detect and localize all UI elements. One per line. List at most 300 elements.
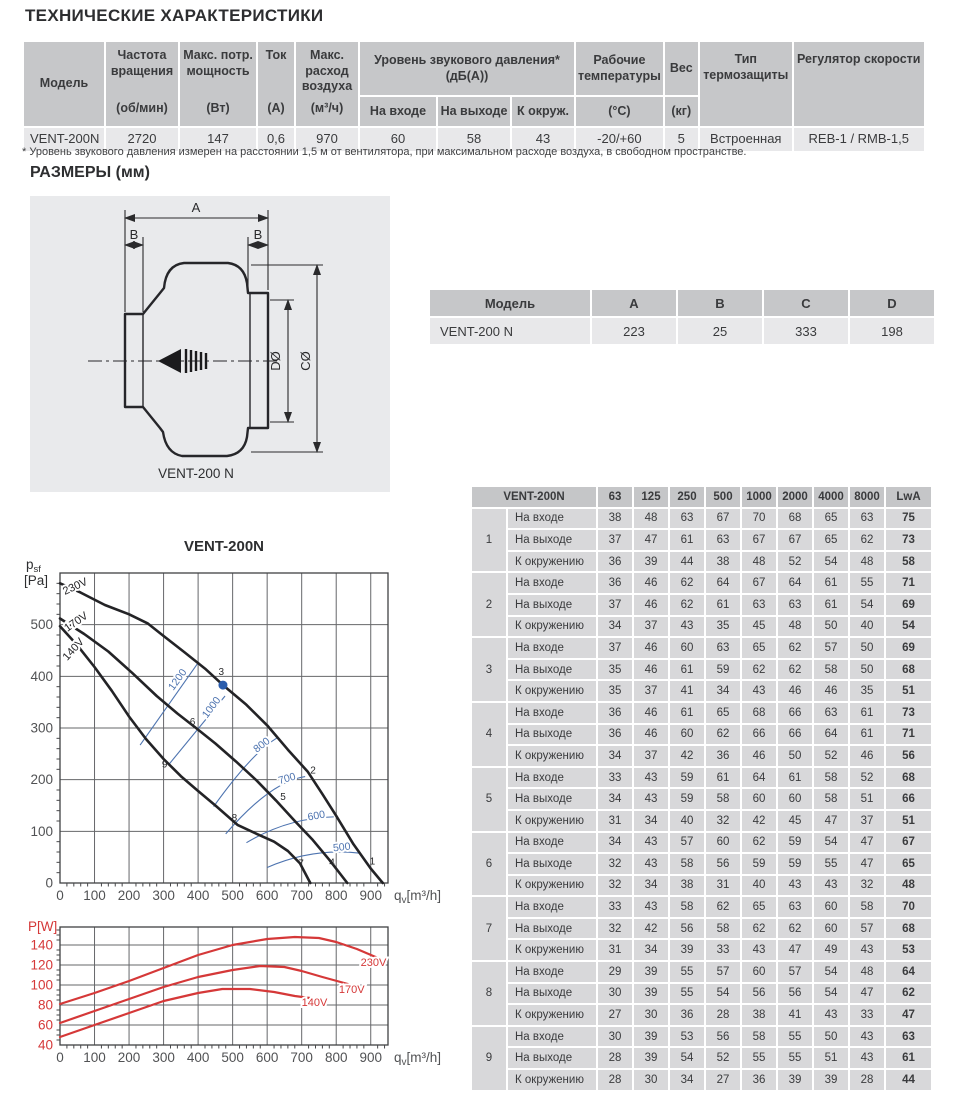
- acoustic-value: 48: [634, 509, 668, 529]
- acoustic-value: 34: [706, 681, 740, 701]
- spec-header-temp: Рабочие температуры: [576, 42, 663, 95]
- operating-point-label: 5: [280, 791, 286, 803]
- acoustic-value: 32: [598, 876, 632, 896]
- acoustic-value: 50: [850, 660, 884, 680]
- acoustic-value: 56: [670, 919, 704, 939]
- acoustic-value: 55: [814, 854, 848, 874]
- flow-arrow-icon: [158, 349, 181, 373]
- acoustic-header-freq-8000: 8000: [850, 487, 884, 507]
- acoustic-value: 43: [850, 1048, 884, 1068]
- acoustic-value: 61: [778, 768, 812, 788]
- acoustic-value: 43: [850, 1027, 884, 1047]
- acoustic-lwa-value: 66: [886, 789, 931, 809]
- acoustic-value: 70: [742, 509, 776, 529]
- y-tick-label: 40: [37, 1037, 53, 1053]
- acoustic-value: 38: [742, 1005, 776, 1025]
- acoustic-value: 58: [706, 919, 740, 939]
- spec-subheader-outlet: На выходе: [438, 97, 510, 126]
- acoustic-value: 37: [634, 746, 668, 766]
- acoustic-value: 61: [670, 703, 704, 723]
- x-tick-label: 800: [324, 1050, 348, 1065]
- acoustic-value: 39: [634, 984, 668, 1004]
- acoustic-group-number: 6: [472, 833, 506, 896]
- acoustic-value: 31: [598, 940, 632, 960]
- acoustic-value: 39: [634, 1027, 668, 1047]
- acoustic-value: 42: [634, 919, 668, 939]
- spec-header-model: Модель: [24, 42, 104, 126]
- acoustic-value: 54: [670, 1048, 704, 1068]
- acoustic-value: 37: [598, 595, 632, 615]
- acoustic-lwa-value: 69: [886, 638, 931, 658]
- acoustic-lwa-value: 68: [886, 660, 931, 680]
- acoustic-value: 64: [706, 573, 740, 593]
- curve-label-170V: 170V: [338, 984, 365, 996]
- dim-value-b: 25: [678, 318, 762, 344]
- acoustic-lwa-value: 75: [886, 509, 931, 529]
- acoustic-row-label: На выходе: [508, 984, 596, 1004]
- dim-header-a: A: [592, 290, 676, 316]
- acoustic-value: 50: [814, 1027, 848, 1047]
- acoustic-value: 47: [850, 833, 884, 853]
- acoustic-value: 56: [778, 984, 812, 1004]
- acoustic-value: 48: [778, 617, 812, 637]
- acoustic-row-label: К окружению: [508, 746, 596, 766]
- acoustic-value: 60: [814, 919, 848, 939]
- acoustic-value: 58: [670, 854, 704, 874]
- acoustic-value: 30: [598, 984, 632, 1004]
- acoustic-value: 52: [850, 768, 884, 788]
- acoustic-value: 66: [778, 703, 812, 723]
- acoustic-lwa-value: 64: [886, 962, 931, 982]
- x-tick-label: 600: [255, 888, 279, 903]
- acoustic-row-label: На выходе: [508, 660, 596, 680]
- acoustic-value: 34: [670, 1070, 704, 1090]
- spec-header-rpm: Частота вращения (об/мин): [106, 42, 178, 126]
- acoustic-value: 47: [850, 984, 884, 1004]
- acoustic-group-number: 4: [472, 703, 506, 766]
- acoustic-value: 60: [742, 789, 776, 809]
- acoustic-header-model: VENT-200N: [472, 487, 596, 507]
- acoustic-value: 32: [706, 811, 740, 831]
- acoustic-value: 31: [598, 811, 632, 831]
- acoustic-value: 53: [670, 1027, 704, 1047]
- x-tick-label: 400: [186, 888, 210, 903]
- dim-label-a: A: [191, 200, 201, 215]
- acoustic-row-label: На входе: [508, 573, 596, 593]
- dim-value-d: 198: [850, 318, 934, 344]
- curve-label-140V: 140V: [301, 997, 328, 1009]
- acoustic-row-label: На входе: [508, 509, 596, 529]
- acoustic-row-label: На входе: [508, 1027, 596, 1047]
- acoustic-value: 63: [778, 595, 812, 615]
- x-tick-label: 200: [117, 1050, 141, 1065]
- acoustic-value: 59: [778, 854, 812, 874]
- acoustic-value: 56: [706, 854, 740, 874]
- acoustic-value: 64: [814, 725, 848, 745]
- acoustic-value: 55: [742, 1048, 776, 1068]
- acoustic-value: 54: [814, 552, 848, 572]
- acoustic-value: 54: [706, 984, 740, 1004]
- acoustic-value: 63: [814, 703, 848, 723]
- acoustic-lwa-value: 61: [886, 1048, 931, 1068]
- acoustic-value: 68: [778, 509, 812, 529]
- acoustic-value: 62: [706, 725, 740, 745]
- acoustic-value: 57: [778, 962, 812, 982]
- acoustic-value: 40: [850, 617, 884, 637]
- acoustic-value: 39: [634, 1048, 668, 1068]
- acoustic-value: 36: [598, 573, 632, 593]
- acoustic-value: 37: [598, 638, 632, 658]
- acoustic-value: 46: [634, 703, 668, 723]
- spec-value-thermal: Встроенная: [700, 128, 792, 151]
- acoustic-value: 60: [742, 962, 776, 982]
- y-tick-label: 100: [30, 977, 53, 993]
- acoustic-value: 54: [814, 962, 848, 982]
- acoustic-value: 43: [850, 940, 884, 960]
- acoustic-value: 33: [850, 1005, 884, 1025]
- x-tick-label: 400: [186, 1050, 210, 1065]
- spec-value-current: 0,6: [258, 128, 294, 151]
- acoustic-value: 39: [634, 552, 668, 572]
- acoustic-value: 32: [598, 919, 632, 939]
- acoustic-value: 32: [850, 876, 884, 896]
- acoustic-row-label: К окружению: [508, 940, 596, 960]
- acoustic-lwa-value: 58: [886, 552, 931, 572]
- acoustic-value: 59: [742, 854, 776, 874]
- acoustic-row-label: К окружению: [508, 681, 596, 701]
- spec-table: [22, 40, 926, 153]
- acoustic-value: 61: [706, 595, 740, 615]
- acoustic-row-label: К окружению: [508, 811, 596, 831]
- acoustic-value: 68: [742, 703, 776, 723]
- y-tick-label: 300: [30, 720, 53, 736]
- curve-140V: [60, 626, 310, 883]
- x-tick-label: 300: [152, 888, 175, 903]
- operating-point-label: 8: [231, 813, 238, 824]
- acoustic-row-label: На выходе: [508, 595, 596, 615]
- spec-subheader-ambient: К окруж.: [512, 97, 574, 126]
- acoustic-value: 35: [706, 617, 740, 637]
- rpm-arc-label: 600: [306, 808, 327, 824]
- acoustic-value: 62: [742, 833, 776, 853]
- dim-value-model: VENT-200 N: [430, 318, 590, 344]
- operating-point-label: 6: [189, 716, 196, 728]
- acoustic-value: 43: [634, 768, 668, 788]
- acoustic-value: 34: [634, 940, 668, 960]
- curve-170V: [60, 619, 347, 884]
- x-tick-label: 100: [83, 1050, 106, 1065]
- acoustic-value: 62: [778, 919, 812, 939]
- acoustic-lwa-value: 54: [886, 617, 931, 637]
- drawing-caption: VENT-200 N: [158, 466, 234, 481]
- acoustic-header-freq-250: 250: [670, 487, 704, 507]
- spec-value-sound-amb: 43: [512, 128, 574, 151]
- acoustic-value: 65: [742, 897, 776, 917]
- x-tick-label: 0: [56, 1050, 64, 1065]
- acoustic-value: 47: [850, 854, 884, 874]
- y-tick-label: 500: [30, 617, 53, 633]
- acoustic-group-number: 7: [472, 897, 506, 960]
- acoustic-value: 38: [670, 876, 704, 896]
- dim-value-c: 333: [764, 318, 848, 344]
- acoustic-value: 47: [814, 811, 848, 831]
- acoustic-lwa-value: 69: [886, 595, 931, 615]
- acoustic-value: 65: [814, 509, 848, 529]
- acoustic-value: 62: [742, 919, 776, 939]
- acoustic-value: 36: [598, 703, 632, 723]
- acoustic-value: 36: [598, 725, 632, 745]
- acoustic-row-label: На выходе: [508, 789, 596, 809]
- acoustic-value: 58: [742, 1027, 776, 1047]
- acoustic-lwa-value: 68: [886, 768, 931, 788]
- acoustic-value: 35: [598, 681, 632, 701]
- acoustic-group-number: 8: [472, 962, 506, 1025]
- acoustic-lwa-value: 63: [886, 1027, 931, 1047]
- acoustic-value: 67: [706, 509, 740, 529]
- acoustic-value: 61: [670, 530, 704, 550]
- rpm-arc-label: 700: [276, 770, 298, 788]
- acoustic-value: 54: [814, 833, 848, 853]
- acoustic-value: 62: [706, 897, 740, 917]
- acoustic-row-label: На входе: [508, 833, 596, 853]
- acoustic-value: 33: [706, 940, 740, 960]
- acoustic-value: 55: [778, 1048, 812, 1068]
- acoustic-value: 60: [670, 725, 704, 745]
- acoustic-value: 57: [706, 962, 740, 982]
- acoustic-value: 27: [706, 1070, 740, 1090]
- acoustic-value: 61: [814, 595, 848, 615]
- acoustic-lwa-value: 71: [886, 725, 931, 745]
- y-tick-label: 400: [30, 668, 53, 684]
- spec-header-power: Макс. потр. мощность (Вт): [180, 42, 256, 126]
- acoustic-group-number: 2: [472, 573, 506, 636]
- acoustic-value: 55: [850, 573, 884, 593]
- x-tick-label: 600: [255, 1050, 279, 1065]
- spec-value-airflow: 970: [296, 128, 358, 151]
- acoustic-value: 61: [814, 573, 848, 593]
- curve-230V: [60, 583, 383, 883]
- curve-230V: [60, 937, 378, 1004]
- y-axis-label: P[W]: [28, 919, 58, 934]
- dim-label-b-left: B: [129, 227, 139, 242]
- acoustic-row-label: К окружению: [508, 552, 596, 572]
- acoustic-value: 48: [850, 552, 884, 572]
- acoustic-value: 42: [742, 811, 776, 831]
- acoustic-value: 54: [850, 595, 884, 615]
- acoustic-value: 36: [670, 1005, 704, 1025]
- acoustic-value: 43: [634, 897, 668, 917]
- dim-label-c: CØ: [298, 351, 313, 371]
- acoustic-value: 33: [598, 768, 632, 788]
- acoustic-lwa-value: 65: [886, 854, 931, 874]
- acoustic-value: 55: [670, 984, 704, 1004]
- acoustic-value: 59: [778, 833, 812, 853]
- acoustic-value: 66: [778, 725, 812, 745]
- acoustic-value: 62: [670, 595, 704, 615]
- acoustic-row-label: К окружению: [508, 1005, 596, 1025]
- acoustic-value: 43: [742, 940, 776, 960]
- acoustic-header-freq-125: 125: [634, 487, 668, 507]
- acoustic-row-label: На входе: [508, 703, 596, 723]
- acoustic-value: 56: [706, 1027, 740, 1047]
- acoustic-lwa-value: 67: [886, 833, 931, 853]
- acoustic-value: 36: [598, 552, 632, 572]
- acoustic-value: 57: [670, 833, 704, 853]
- spec-value-sound-out: 58: [438, 128, 510, 151]
- spec-subheader-weight-unit: (кг): [665, 97, 698, 126]
- acoustic-value: 61: [670, 660, 704, 680]
- acoustic-value: 42: [670, 746, 704, 766]
- rpm-line-label: 1000: [199, 694, 224, 721]
- rpm-arc-label: 500: [332, 840, 352, 855]
- acoustic-header-freq-LwA: LwA: [886, 487, 931, 507]
- acoustic-value: 46: [742, 746, 776, 766]
- acoustic-group-number: 3: [472, 638, 506, 701]
- acoustic-lwa-value: 51: [886, 811, 931, 831]
- spec-header-regulator: Регулятор скорости: [794, 42, 924, 126]
- operating-point-label: 2: [310, 765, 316, 777]
- acoustic-value: 63: [850, 509, 884, 529]
- acoustic-row-label: На входе: [508, 768, 596, 788]
- spec-subheader-temp-unit: (°С): [576, 97, 663, 126]
- acoustic-value: 45: [742, 617, 776, 637]
- rpm-line-label: 1200: [166, 666, 190, 693]
- acoustic-lwa-value: 47: [886, 1005, 931, 1025]
- acoustic-value: 46: [634, 660, 668, 680]
- acoustic-value: 44: [670, 552, 704, 572]
- power-chart: [20, 913, 450, 1093]
- spec-value-sound-in: 60: [360, 128, 436, 151]
- acoustic-value: 29: [598, 962, 632, 982]
- acoustic-value: 43: [670, 617, 704, 637]
- y-tick-label: 200: [30, 772, 53, 788]
- dim-label-b-right: B: [253, 227, 263, 242]
- x-tick-label: 200: [117, 888, 141, 903]
- acoustic-value: 34: [598, 746, 632, 766]
- acoustic-value: 39: [814, 1070, 848, 1090]
- acoustic-value: 46: [634, 638, 668, 658]
- acoustic-value: 51: [850, 789, 884, 809]
- acoustic-value: 60: [778, 789, 812, 809]
- spec-subheader-inlet: На входе: [360, 97, 436, 126]
- acoustic-value: 43: [742, 681, 776, 701]
- x-tick-label: 900: [359, 1050, 383, 1065]
- acoustic-value: 63: [742, 595, 776, 615]
- acoustic-value: 62: [850, 530, 884, 550]
- acoustic-value: 58: [850, 897, 884, 917]
- acoustic-lwa-value: 56: [886, 746, 931, 766]
- dim-header-d: D: [850, 290, 934, 316]
- acoustic-value: 58: [670, 897, 704, 917]
- acoustic-value: 34: [598, 789, 632, 809]
- acoustic-value: 28: [598, 1070, 632, 1090]
- acoustic-value: 50: [850, 638, 884, 658]
- x-tick-label: 700: [290, 1050, 313, 1065]
- acoustic-value: 39: [670, 940, 704, 960]
- dim-header-b: B: [678, 290, 762, 316]
- spec-value-power: 147: [180, 128, 256, 151]
- acoustic-value: 43: [634, 833, 668, 853]
- x-tick-label: 300: [152, 1050, 175, 1065]
- acoustic-value: 37: [850, 811, 884, 831]
- acoustic-header-freq-2000: 2000: [778, 487, 812, 507]
- dimension-table: [428, 288, 936, 346]
- acoustic-value: 52: [778, 552, 812, 572]
- acoustic-header-freq-500: 500: [706, 487, 740, 507]
- chart-title: VENT-200N: [183, 538, 265, 555]
- dim-header-c: C: [764, 290, 848, 316]
- spec-value-weight: 5: [665, 128, 698, 151]
- acoustic-value: 58: [814, 660, 848, 680]
- acoustic-value: 64: [778, 573, 812, 593]
- acoustic-value: 60: [706, 833, 740, 853]
- acoustic-value: 52: [814, 746, 848, 766]
- acoustic-value: 67: [742, 530, 776, 550]
- acoustic-value: 37: [634, 681, 668, 701]
- acoustic-value: 45: [778, 811, 812, 831]
- acoustic-row-label: На входе: [508, 962, 596, 982]
- acoustic-value: 54: [814, 984, 848, 1004]
- acoustic-value: 35: [598, 660, 632, 680]
- acoustic-row-label: К окружению: [508, 617, 596, 637]
- acoustic-value: 57: [850, 919, 884, 939]
- y-tick-label: 100: [30, 823, 53, 839]
- y-tick-label: 140: [30, 937, 53, 953]
- acoustic-table: [472, 487, 931, 1090]
- operating-point-label: 7: [298, 858, 304, 870]
- acoustic-row-label: К окружению: [508, 876, 596, 896]
- acoustic-value: 39: [778, 1070, 812, 1090]
- acoustic-value: 63: [670, 509, 704, 529]
- acoustic-value: 46: [634, 725, 668, 745]
- curve-170V: [60, 966, 348, 1023]
- acoustic-value: 30: [598, 1027, 632, 1047]
- acoustic-value: 67: [778, 530, 812, 550]
- x-tick-label: 900: [359, 888, 383, 903]
- acoustic-value: 47: [778, 940, 812, 960]
- y-tick-label: 0: [45, 875, 53, 891]
- pressure-chart-svg: [20, 533, 450, 915]
- acoustic-row-label: На выходе: [508, 530, 596, 550]
- acoustic-value: 35: [850, 681, 884, 701]
- acoustic-value: 64: [742, 768, 776, 788]
- acoustic-value: 38: [598, 509, 632, 529]
- dim-label-d: DØ: [268, 351, 283, 371]
- acoustic-value: 43: [778, 876, 812, 896]
- fan-dimension-drawing: [30, 196, 390, 492]
- acoustic-value: 65: [706, 703, 740, 723]
- spec-value-model: VENT-200N: [24, 128, 104, 151]
- acoustic-value: 61: [850, 725, 884, 745]
- acoustic-value: 55: [778, 1027, 812, 1047]
- x-tick-label: 500: [221, 1050, 244, 1065]
- acoustic-value: 59: [670, 768, 704, 788]
- acoustic-value: 43: [814, 1005, 848, 1025]
- curve-label-230V: 230V: [61, 575, 90, 598]
- dimension-drawing-panel: [30, 196, 390, 492]
- acoustic-value: 30: [634, 1005, 668, 1025]
- acoustic-lwa-value: 51: [886, 681, 931, 701]
- acoustic-value: 43: [814, 876, 848, 896]
- acoustic-value: 62: [742, 660, 776, 680]
- curve-label-230V: 230V: [360, 957, 387, 969]
- acoustic-row-label: К окружению: [508, 1070, 596, 1090]
- pressure-chart: [20, 533, 450, 920]
- acoustic-value: 46: [814, 681, 848, 701]
- y-tick-label: 80: [37, 997, 53, 1013]
- y-axis-unit: [Pa]: [24, 573, 49, 588]
- acoustic-value: 63: [706, 638, 740, 658]
